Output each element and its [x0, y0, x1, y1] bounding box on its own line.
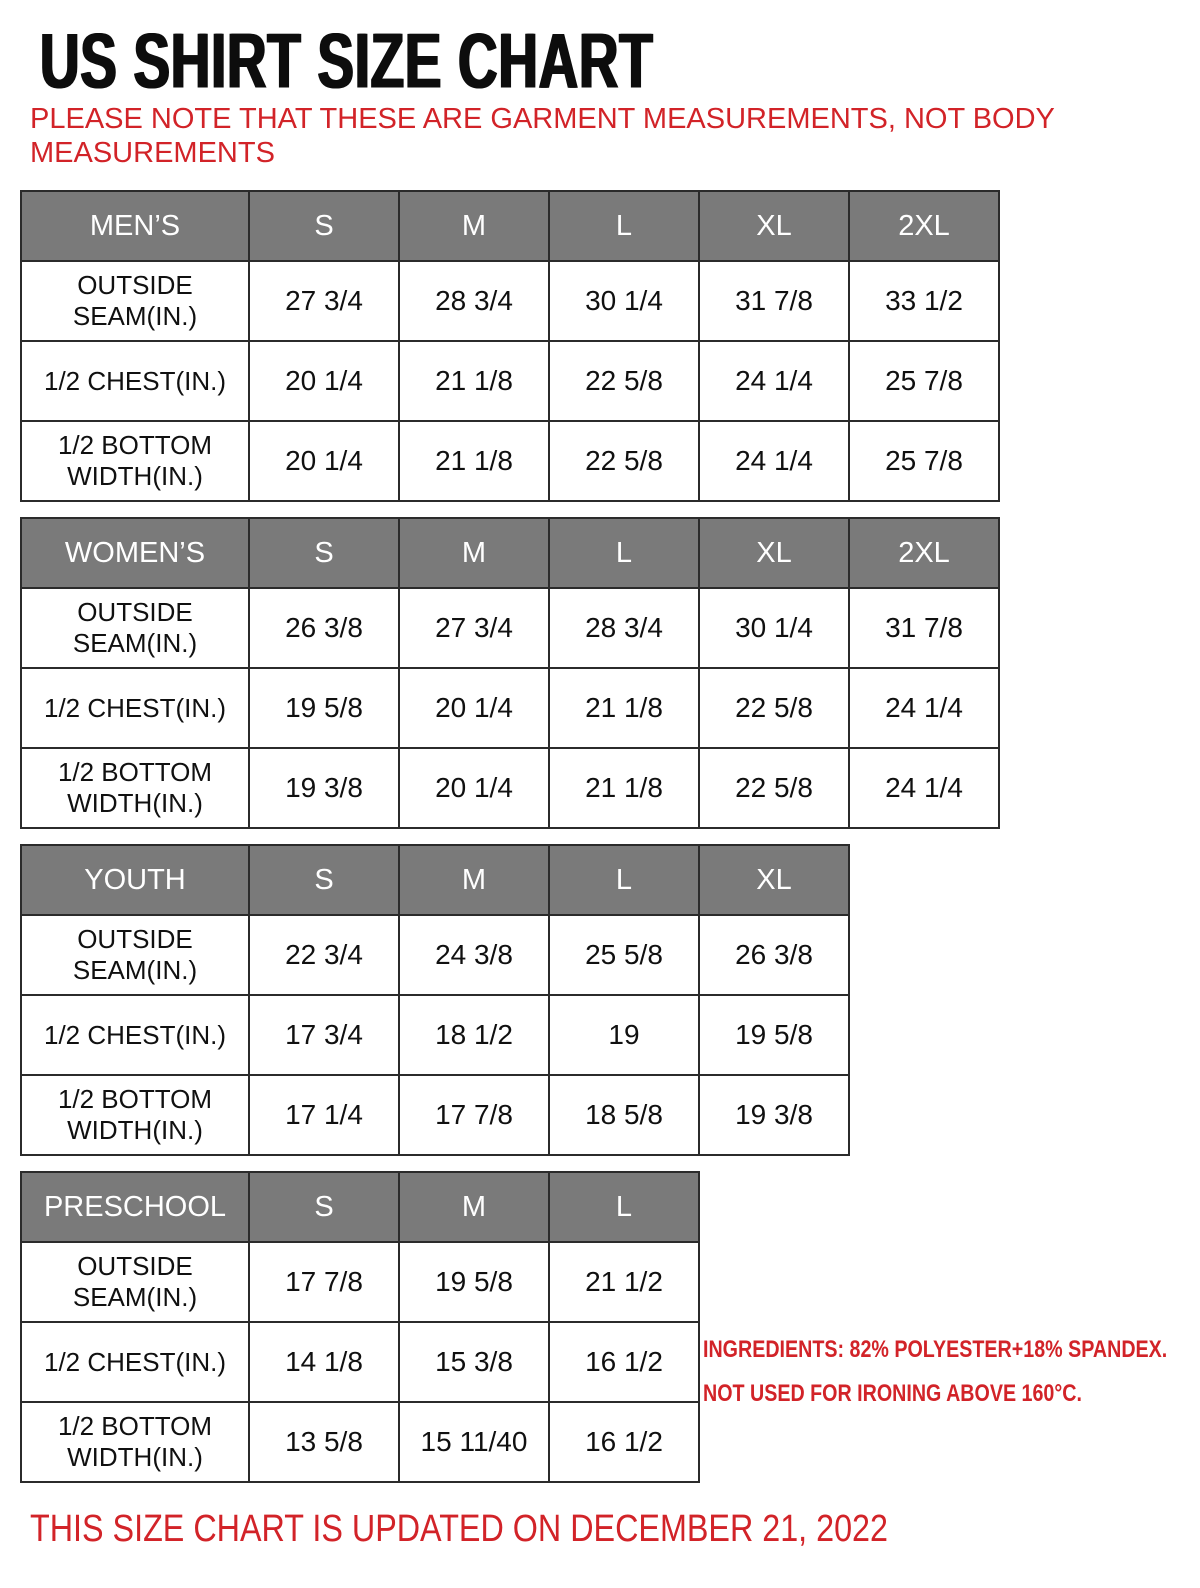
measurement-value-cell: 24 1/4: [849, 668, 999, 748]
size-header-cell: L: [549, 191, 699, 261]
measurement-value-cell: 20 1/4: [399, 668, 549, 748]
measurement-row: [21, 668, 999, 748]
measurement-row: [21, 341, 999, 421]
measurement-row: [21, 1322, 699, 1402]
measurement-label-cell: 1/2 CHEST(IN.): [21, 995, 249, 1075]
ingredients-note: [703, 1336, 1167, 1424]
group-header-cell: WOMEN’S: [21, 518, 249, 588]
measurement-value-cell: 17 3/4: [249, 995, 399, 1075]
measurement-value-cell: 20 1/4: [249, 341, 399, 421]
measurement-value-cell: 16 1/2: [549, 1402, 699, 1482]
measurement-value-cell: 21 1/8: [399, 341, 549, 421]
measurement-value-cell: 25 7/8: [849, 421, 999, 501]
measurement-label-cell: 1/2 BOTTOM WIDTH(IN.): [21, 421, 249, 501]
measurement-label-cell: OUTSIDE SEAM(IN.): [21, 915, 249, 995]
measurement-value-cell: 22 5/8: [549, 421, 699, 501]
measurement-label-cell: OUTSIDE SEAM(IN.): [21, 1242, 249, 1322]
measurement-value-cell: 25 7/8: [849, 341, 999, 421]
measurement-value-cell: 21 1/2: [549, 1242, 699, 1322]
measurement-row: [21, 995, 849, 1075]
measurement-label-cell: 1/2 CHEST(IN.): [21, 668, 249, 748]
group-header-cell: PRESCHOOL: [21, 1172, 249, 1242]
measurement-value-cell: 21 1/8: [549, 748, 699, 828]
measurement-label-cell: OUTSIDE SEAM(IN.): [21, 588, 249, 668]
size-header-cell: XL: [699, 518, 849, 588]
measurement-row: [21, 588, 999, 668]
measurement-value-cell: 19 5/8: [699, 995, 849, 1075]
measurement-value-cell: 26 3/8: [249, 588, 399, 668]
size-header-cell: S: [249, 845, 399, 915]
measurement-value-cell: 24 1/4: [699, 341, 849, 421]
measurement-value-cell: 19: [549, 995, 699, 1075]
measurement-value-cell: 19 3/8: [249, 748, 399, 828]
measurement-value-cell: 24 1/4: [699, 421, 849, 501]
measurement-row: [21, 748, 999, 828]
size-header-cell: S: [249, 1172, 399, 1242]
measurement-value-cell: 21 1/8: [549, 668, 699, 748]
size-header-cell: 2XL: [849, 518, 999, 588]
measurement-value-cell: 17 7/8: [249, 1242, 399, 1322]
measurement-label-cell: 1/2 CHEST(IN.): [21, 1322, 249, 1402]
measurement-value-cell: 20 1/4: [249, 421, 399, 501]
measurement-value-cell: 15 11/40: [399, 1402, 549, 1482]
measurement-value-cell: 27 3/4: [399, 588, 549, 668]
measurement-value-cell: 26 3/8: [699, 915, 849, 995]
measurement-value-cell: 30 1/4: [549, 261, 699, 341]
measurement-value-cell: 28 3/4: [399, 261, 549, 341]
measurement-value-cell: 22 5/8: [549, 341, 699, 421]
measurement-value-cell: 22 5/8: [699, 748, 849, 828]
garment-measurements-note: PLEASE NOTE THAT THESE ARE GARMENT MEASUREMENTS, NOT BODY MEASUREMENTS: [30, 103, 1055, 169]
measurement-value-cell: 31 7/8: [699, 261, 849, 341]
size-table-mens: [20, 190, 1000, 502]
size-header-cell: 2XL: [849, 191, 999, 261]
measurement-value-cell: 22 5/8: [699, 668, 849, 748]
measurement-value-cell: 21 1/8: [399, 421, 549, 501]
measurement-row: [21, 1242, 699, 1322]
size-table-header-row: [21, 1172, 699, 1242]
size-tables-container: [20, 190, 1000, 1498]
measurement-value-cell: 31 7/8: [849, 588, 999, 668]
ingredients-line-1: INGREDIENTS: 82% POLYESTER+18% SPANDEX.: [703, 1336, 1168, 1363]
measurement-label-cell: OUTSIDE SEAM(IN.): [21, 261, 249, 341]
measurement-value-cell: 19 5/8: [399, 1242, 549, 1322]
size-table-header-row: [21, 191, 999, 261]
measurement-row: [21, 1075, 849, 1155]
measurement-value-cell: 25 5/8: [549, 915, 699, 995]
measurement-row: [21, 915, 849, 995]
measurement-value-cell: 14 1/8: [249, 1322, 399, 1402]
measurement-value-cell: 18 1/2: [399, 995, 549, 1075]
measurement-value-cell: 19 3/8: [699, 1075, 849, 1155]
measurement-label-cell: 1/2 CHEST(IN.): [21, 341, 249, 421]
size-header-cell: XL: [699, 191, 849, 261]
size-header-cell: M: [399, 845, 549, 915]
measurement-value-cell: 15 3/8: [399, 1322, 549, 1402]
measurement-value-cell: 24 1/4: [849, 748, 999, 828]
measurement-value-cell: 17 7/8: [399, 1075, 549, 1155]
size-header-cell: M: [399, 191, 549, 261]
measurement-value-cell: 27 3/4: [249, 261, 399, 341]
measurement-value-cell: 19 5/8: [249, 668, 399, 748]
group-header-cell: MEN’S: [21, 191, 249, 261]
measurement-row: [21, 421, 999, 501]
page-title: US SHIRT SIZE CHART: [40, 17, 654, 105]
size-table-womens: [20, 517, 1000, 829]
size-header-cell: M: [399, 518, 549, 588]
size-header-cell: XL: [699, 845, 849, 915]
ingredients-line-2: NOT USED FOR IRONING ABOVE 160°C.: [703, 1380, 1082, 1407]
measurement-value-cell: 16 1/2: [549, 1322, 699, 1402]
measurement-value-cell: 22 3/4: [249, 915, 399, 995]
measurement-value-cell: 20 1/4: [399, 748, 549, 828]
measurement-row: [21, 1402, 699, 1482]
measurement-value-cell: 28 3/4: [549, 588, 699, 668]
size-table-preschool: [20, 1171, 700, 1483]
measurement-label-cell: 1/2 BOTTOM WIDTH(IN.): [21, 748, 249, 828]
measurement-value-cell: 24 3/8: [399, 915, 549, 995]
measurement-row: [21, 261, 999, 341]
measurement-label-cell: 1/2 BOTTOM WIDTH(IN.): [21, 1075, 249, 1155]
update-date-note: THIS SIZE CHART IS UPDATED ON DECEMBER 21, 2022: [30, 1508, 888, 1550]
size-header-cell: S: [249, 191, 399, 261]
size-table-header-row: [21, 845, 849, 915]
measurement-label-cell: 1/2 BOTTOM WIDTH(IN.): [21, 1402, 249, 1482]
size-table-header-row: [21, 518, 999, 588]
size-header-cell: M: [399, 1172, 549, 1242]
measurement-value-cell: 18 5/8: [549, 1075, 699, 1155]
size-header-cell: L: [549, 518, 699, 588]
group-header-cell: YOUTH: [21, 845, 249, 915]
measurement-value-cell: 13 5/8: [249, 1402, 399, 1482]
measurement-value-cell: 30 1/4: [699, 588, 849, 668]
measurement-value-cell: 17 1/4: [249, 1075, 399, 1155]
measurement-value-cell: 33 1/2: [849, 261, 999, 341]
size-table-youth: [20, 844, 850, 1156]
size-header-cell: L: [549, 845, 699, 915]
size-header-cell: S: [249, 518, 399, 588]
size-header-cell: L: [549, 1172, 699, 1242]
